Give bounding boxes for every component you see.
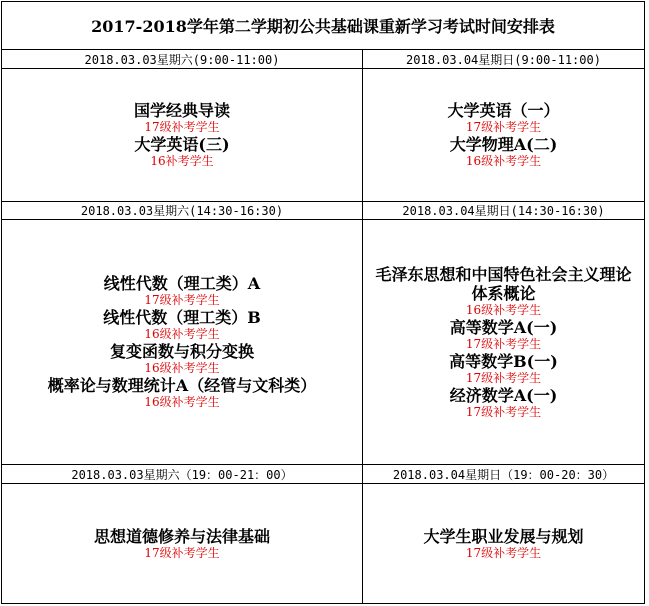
- course-name: 思想道德修养与法律基础: [93, 526, 270, 546]
- course-name: 高等数学B(一): [449, 351, 558, 371]
- session-header-sun-evening: 2018.03.04星期日（19：00-20：30）: [392, 467, 615, 482]
- student-group: 16级补考学生: [144, 361, 220, 375]
- student-group: 16级补考学生: [144, 395, 220, 409]
- course-name: 高等数学A(一): [449, 317, 558, 337]
- session-cell-sat-morning: [2, 69, 362, 201]
- exam-schedule-table: [1, 1, 645, 604]
- student-group: 17级补考学生: [465, 404, 542, 419]
- session-cell-sat-evening: [2, 484, 362, 603]
- session-cell-sat-afternoon: [2, 220, 362, 464]
- session-cell-sun-evening: [363, 484, 644, 603]
- session-cell-sun-afternoon: [363, 220, 644, 464]
- session-header-sat-morning: 2018.03.03星期六(9:00-11:00): [84, 52, 280, 67]
- student-group: 17级补考学生: [465, 370, 542, 385]
- student-group: 17级补考学生: [465, 336, 542, 351]
- course-name: 经济数学A(一): [449, 385, 558, 405]
- course-name-continued: 体系概论: [471, 283, 536, 303]
- student-group: 17级补考学生: [465, 120, 542, 134]
- student-group: 17级补考学生: [465, 545, 542, 560]
- course-name: 大学生职业发展与规划: [423, 526, 584, 546]
- session-cell-sun-morning: [363, 69, 644, 201]
- student-group: 16级补考学生: [465, 302, 542, 317]
- session-header-sat-afternoon: 2018.03.03星期六(14:30-16:30): [80, 203, 284, 218]
- student-group: 16级补考学生: [465, 154, 542, 168]
- course-name: 大学英语(三): [134, 135, 230, 154]
- course-name: 毛泽东思想和中国特色社会主义理论: [375, 264, 632, 284]
- session-header-sun-afternoon: 2018.03.04星期日(14:30-16:30): [402, 203, 605, 218]
- course-name: 大学英语（一）: [447, 101, 560, 120]
- student-group: 16级补考学生: [144, 327, 220, 341]
- course-name: 复变函数与积分变换: [109, 342, 254, 361]
- student-group: 17级补考学生: [144, 545, 220, 560]
- course-name: 概率论与数理统计A（经管与文科类）: [47, 376, 317, 395]
- session-header-sun-morning: 2018.03.04星期日(9:00-11:00): [406, 52, 601, 67]
- student-group: 16补考学生: [150, 154, 214, 168]
- table-title: 2017-2018学年第二学期初公共基础课重新学习考试时间安排表: [2, 2, 644, 50]
- course-name: 国学经典导读: [133, 101, 230, 120]
- student-group: 17级补考学生: [144, 293, 220, 307]
- course-name: 大学物理A(二): [449, 135, 558, 154]
- course-name: 线性代数（理工类）A: [103, 274, 261, 293]
- course-name: 线性代数（理工类）B: [103, 308, 261, 327]
- student-group: 17级补考学生: [144, 120, 220, 134]
- session-header-sat-evening: 2018.03.03星期六（19：00-21：00）: [71, 467, 293, 482]
